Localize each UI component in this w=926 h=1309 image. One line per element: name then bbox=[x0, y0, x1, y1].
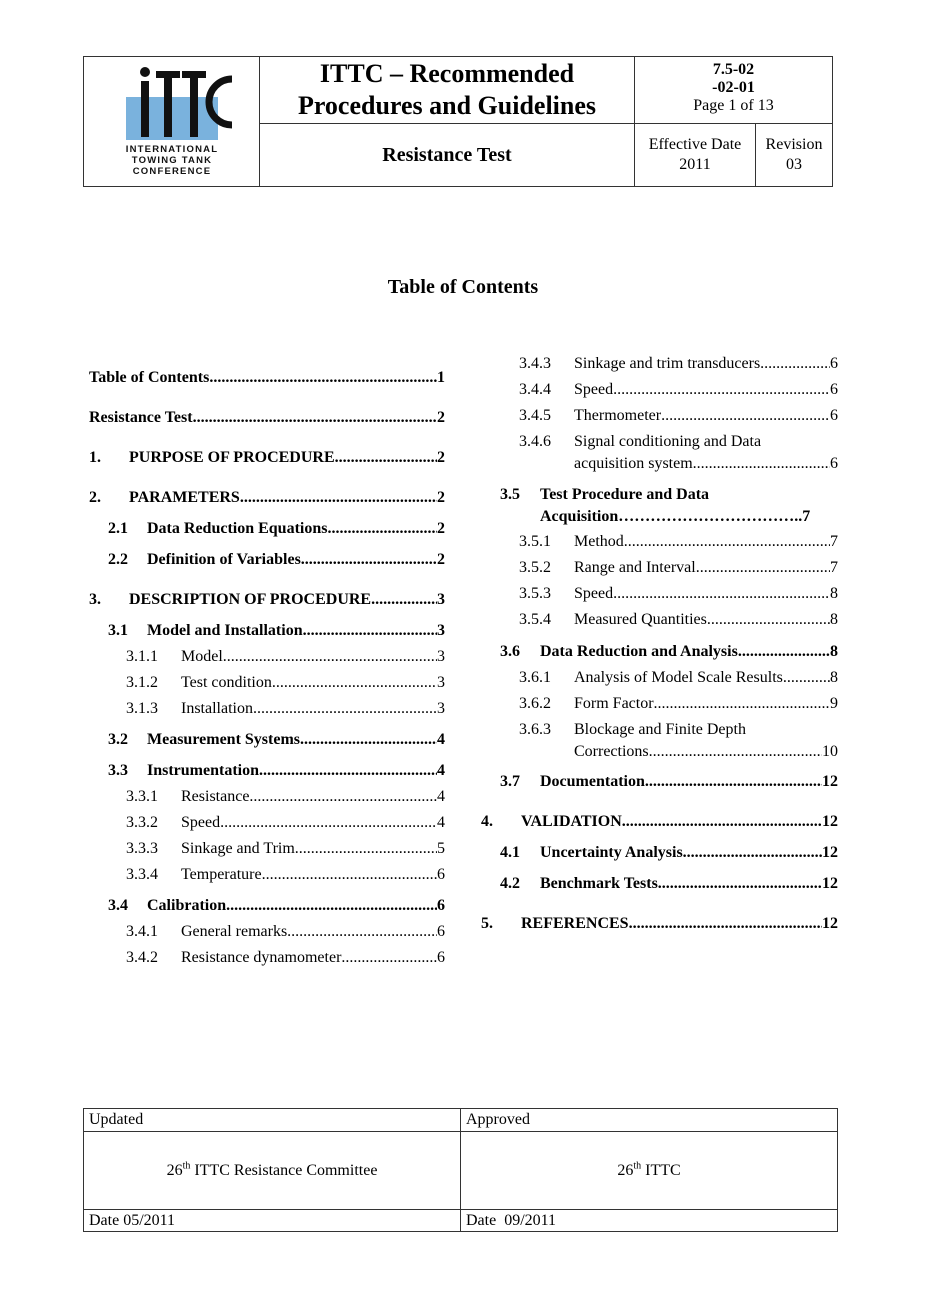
toc-entry[interactable] bbox=[519, 381, 838, 399]
approved-date: Date 09/2011 bbox=[466, 1212, 557, 1229]
toc-entry-num: 3.6 bbox=[500, 643, 520, 660]
toc-entry-text: Benchmark Tests bbox=[540, 875, 658, 892]
toc-entry-page: 9 bbox=[830, 695, 838, 712]
toc-entry-text: Definition of Variables bbox=[147, 551, 301, 568]
toc-entry[interactable] bbox=[519, 407, 838, 425]
toc-entry-text: Blockage and Finite Depth bbox=[574, 721, 746, 738]
toc-entry[interactable] bbox=[519, 559, 838, 577]
toc-entry-text: Data Reduction Equations bbox=[147, 520, 328, 537]
toc-entry-page: 3 bbox=[437, 700, 445, 717]
toc-entry-page: 12 bbox=[822, 915, 838, 932]
toc-entry-page: 4 bbox=[437, 814, 445, 831]
toc-entry-num: 3.3.4 bbox=[126, 866, 158, 883]
toc-entry[interactable] bbox=[574, 743, 838, 761]
toc-entry-page: 5 bbox=[437, 840, 445, 857]
toc-entry[interactable] bbox=[126, 949, 445, 967]
toc-entry-page: 4 bbox=[437, 731, 445, 748]
toc-entry-text: Test Procedure and Data bbox=[540, 486, 710, 503]
toc-entry-num: 3.4.5 bbox=[519, 407, 551, 424]
toc-entry-page: 3 bbox=[437, 674, 445, 691]
toc-entry-text-cont: acquisition system bbox=[574, 455, 693, 472]
toc-entry-page: 7 bbox=[802, 508, 811, 525]
toc-entry-page: 3 bbox=[437, 622, 445, 639]
toc-entry[interactable] bbox=[519, 533, 838, 551]
toc-entry[interactable] bbox=[540, 508, 810, 526]
toc-entry-text: Range and Interval bbox=[574, 559, 696, 576]
toc-entry-text: Temperature bbox=[181, 866, 262, 883]
toc-entry[interactable] bbox=[519, 355, 838, 373]
toc-entry-num: 3.1.2 bbox=[126, 674, 158, 691]
toc-entry-page: 2 bbox=[437, 449, 445, 466]
approved-label: Approved bbox=[461, 1109, 837, 1132]
toc-entry-text: Data Reduction and Analysis bbox=[540, 643, 738, 660]
toc-entry-page: 6 bbox=[830, 455, 838, 472]
toc-entry-page: 8 bbox=[830, 669, 838, 686]
toc-entry-page: 8 bbox=[830, 643, 838, 660]
toc-entry[interactable] bbox=[89, 369, 445, 387]
toc-entry-num: 3.4 bbox=[108, 897, 128, 914]
toc-entry[interactable] bbox=[574, 455, 838, 473]
toc-entry-text: PARAMETERS bbox=[129, 489, 240, 506]
toc-entry[interactable] bbox=[89, 591, 445, 609]
updated-date: Date 05/2011 bbox=[84, 1210, 461, 1231]
toc-entry-num: 3.5.1 bbox=[519, 533, 551, 550]
toc-entry-page: 6 bbox=[830, 407, 838, 424]
doc-code-line-1: 7.5-02 bbox=[712, 61, 755, 78]
toc-entry-num: 3.4.6 bbox=[519, 433, 551, 450]
toc-entry-text: DESCRIPTION OF PROCEDURE bbox=[129, 591, 372, 608]
toc-entry-text: General remarks bbox=[181, 923, 288, 940]
toc-entry-text: Method bbox=[574, 533, 624, 550]
toc-entry-page: 12 bbox=[822, 813, 838, 830]
toc-entry[interactable] bbox=[126, 814, 445, 832]
updated-label: Updated bbox=[84, 1109, 461, 1132]
effective-value: 2011 bbox=[679, 156, 711, 173]
toc-entry-num: 3.5.4 bbox=[519, 611, 551, 628]
revision-label: Revision bbox=[765, 136, 823, 153]
toc-entry[interactable] bbox=[126, 840, 445, 858]
toc-entry-first-line[interactable] bbox=[519, 433, 761, 451]
toc-entry-page: 3 bbox=[437, 648, 445, 665]
toc-entry[interactable] bbox=[519, 669, 838, 687]
toc-entry[interactable] bbox=[89, 449, 445, 467]
toc-entry-text: Thermometer bbox=[574, 407, 662, 424]
updated-by bbox=[84, 1132, 461, 1210]
toc-entry[interactable] bbox=[481, 915, 838, 933]
toc-entry[interactable] bbox=[108, 520, 445, 538]
toc-entry-page: 6 bbox=[830, 355, 838, 372]
toc-entry-text: PURPOSE OF PROCEDURE bbox=[129, 449, 335, 466]
toc-entry-page: 4 bbox=[437, 788, 445, 805]
logo-text-3: CONFERENCE bbox=[132, 166, 212, 177]
toc-entry-num: 3.4.2 bbox=[126, 949, 158, 966]
toc-entry-num: 4.1 bbox=[500, 844, 520, 861]
toc-entry-page: 10 bbox=[822, 743, 838, 760]
toc-entry[interactable] bbox=[126, 923, 445, 941]
toc-entry-page: 1 bbox=[437, 369, 445, 386]
toc-entry-num: 2.1 bbox=[108, 520, 128, 537]
toc-entry-page: 2 bbox=[437, 520, 445, 537]
toc-entry-text: Speed bbox=[574, 381, 614, 398]
toc-entry-text: Uncertainty Analysis bbox=[540, 844, 683, 861]
toc-entry[interactable] bbox=[89, 409, 445, 427]
toc-title: Table of Contents bbox=[387, 276, 539, 298]
toc-entry-text: Sinkage and trim transducers bbox=[574, 355, 761, 372]
toc-entry-page: 6 bbox=[437, 949, 445, 966]
toc-entry[interactable] bbox=[108, 762, 445, 780]
revision-value: 03 bbox=[786, 156, 802, 173]
effective-date bbox=[635, 124, 756, 186]
toc-entry[interactable] bbox=[89, 489, 445, 507]
toc-entry-num: 3.1.3 bbox=[126, 700, 158, 717]
toc-entry-text: Model and Installation bbox=[147, 622, 303, 639]
toc-entry-num: 3.3.2 bbox=[126, 814, 158, 831]
toc-entry-num: 3.3 bbox=[108, 762, 128, 779]
toc-entry-num: 1. bbox=[89, 449, 101, 466]
approved-rest: ITTC bbox=[641, 1162, 681, 1179]
toc-entry-page: 7 bbox=[830, 533, 838, 550]
toc-entry[interactable] bbox=[519, 611, 838, 629]
title-line-2: Procedures and Guidelines bbox=[297, 91, 597, 120]
approved-by bbox=[461, 1132, 837, 1210]
toc-entry-text: Measured Quantities bbox=[574, 611, 707, 628]
toc-entry-num: 2. bbox=[89, 489, 101, 506]
updated-rest: ITTC Resistance Committee bbox=[190, 1162, 378, 1179]
toc-entry-num: 2.2 bbox=[108, 551, 128, 568]
toc-entry[interactable] bbox=[500, 875, 838, 893]
toc-entry-text: Measurement Systems bbox=[147, 731, 301, 748]
toc-entry-page: 2 bbox=[437, 409, 445, 426]
toc-entry[interactable] bbox=[126, 648, 445, 666]
toc-entry-first-line[interactable] bbox=[500, 486, 709, 504]
toc-entry-num: 3.4.1 bbox=[126, 923, 158, 940]
updated-ordinal: 26 bbox=[166, 1162, 183, 1179]
document-title bbox=[260, 57, 635, 124]
toc-entry-page: 3 bbox=[437, 591, 445, 608]
toc-entry-num: 3.3.1 bbox=[126, 788, 158, 805]
toc-entry-text: Sinkage and Trim bbox=[181, 840, 295, 857]
toc-entry-num: 3.1 bbox=[108, 622, 128, 639]
toc-entry-num: 3.4.4 bbox=[519, 381, 551, 398]
toc-entry[interactable] bbox=[519, 695, 838, 713]
toc-entry-page: 4 bbox=[437, 762, 445, 779]
toc-entry-text: Speed bbox=[181, 814, 221, 831]
footer-table bbox=[83, 1108, 838, 1232]
toc-entry-text: Resistance Test bbox=[89, 409, 193, 426]
toc-entry-text: Installation bbox=[181, 700, 253, 717]
toc-entry-text: Speed bbox=[574, 585, 614, 602]
toc-entry-page: 2 bbox=[437, 489, 445, 506]
toc-entry-page: 6 bbox=[437, 866, 445, 883]
toc-entry[interactable] bbox=[519, 585, 838, 603]
toc-entry-text: Resistance dynamometer bbox=[181, 949, 342, 966]
revision bbox=[756, 124, 832, 186]
page-info: Page 1 of 13 bbox=[693, 97, 774, 114]
toc-entry-page: 6 bbox=[437, 897, 445, 914]
toc-entry[interactable] bbox=[500, 773, 838, 791]
toc-entry-text: Form Factor bbox=[574, 695, 654, 712]
toc-entry-num: 3.6.3 bbox=[519, 721, 551, 738]
document-subtitle: Resistance Test bbox=[260, 124, 635, 186]
toc-entry[interactable] bbox=[126, 866, 445, 884]
toc-entry-text: Model bbox=[181, 648, 223, 665]
toc-entry-text: REFERENCES bbox=[521, 915, 629, 932]
toc-entry-page: 8 bbox=[830, 585, 838, 602]
toc-entry-first-line[interactable] bbox=[519, 721, 746, 739]
effective-label: Effective Date bbox=[648, 136, 742, 153]
toc-entry[interactable] bbox=[481, 813, 838, 831]
toc-entry-num: 3.4.3 bbox=[519, 355, 551, 372]
toc-entry-page: 2 bbox=[437, 551, 445, 568]
toc-entry-num: 4. bbox=[481, 813, 493, 830]
toc-entry-num: 3.5 bbox=[500, 486, 520, 503]
toc-entry-page: 6 bbox=[830, 381, 838, 398]
toc-entry-text: Signal conditioning and Data bbox=[574, 433, 762, 450]
toc-entry-num: 5. bbox=[481, 915, 493, 932]
toc-entry-text: VALIDATION bbox=[521, 813, 622, 830]
toc-entry-num: 4.2 bbox=[500, 875, 520, 892]
document-code bbox=[635, 57, 832, 124]
toc-entry-text: Table of Contents bbox=[89, 369, 210, 386]
toc-entry-text-cont: Acquisition…………………………….. bbox=[540, 508, 803, 525]
logo-text-2: TOWING TANK bbox=[131, 155, 213, 166]
toc-entry-text: Documentation bbox=[540, 773, 645, 790]
toc-entry[interactable] bbox=[500, 643, 838, 661]
toc-entry-num: 3.5.2 bbox=[519, 559, 551, 576]
toc-entry-text-cont: Corrections bbox=[574, 743, 649, 760]
toc-entry-num: 3.7 bbox=[500, 773, 520, 790]
toc-entry-page: 12 bbox=[822, 875, 838, 892]
toc-entry-page: 6 bbox=[437, 923, 445, 940]
toc-entry[interactable] bbox=[108, 731, 445, 749]
toc-entry-text: Test condition bbox=[181, 674, 272, 691]
toc-entry-num: 3. bbox=[89, 591, 101, 608]
toc-entry-num: 3.1.1 bbox=[126, 648, 158, 665]
toc-entry-num: 3.6.1 bbox=[519, 669, 551, 686]
updated-sup: th bbox=[182, 1160, 191, 1172]
toc-entry-num: 3.2 bbox=[108, 731, 128, 748]
toc-entry-num: 3.5.3 bbox=[519, 585, 551, 602]
toc-entry-page: 7 bbox=[830, 559, 838, 576]
toc-entry[interactable] bbox=[126, 674, 445, 692]
toc-entry-text: Resistance bbox=[181, 788, 250, 805]
ittc-logo bbox=[84, 57, 260, 186]
toc-entry-page: 12 bbox=[822, 773, 838, 790]
header-table bbox=[83, 56, 833, 187]
toc-entry-text: Analysis of Model Scale Results bbox=[574, 669, 783, 686]
toc-entry-num: 3.3.3 bbox=[126, 840, 158, 857]
toc-entry[interactable] bbox=[126, 788, 445, 806]
toc-entry-text: Calibration bbox=[147, 897, 227, 914]
toc-entry[interactable] bbox=[108, 551, 445, 569]
toc-entry-page: 8 bbox=[830, 611, 838, 628]
toc-entry[interactable] bbox=[126, 700, 445, 718]
doc-code-line-2: -02-01 bbox=[712, 79, 755, 96]
logo-text-1: INTERNATIONAL bbox=[125, 144, 219, 155]
toc-entry[interactable] bbox=[108, 897, 445, 915]
toc-entry-text: Instrumentation bbox=[147, 762, 260, 779]
toc-entry-num: 3.6.2 bbox=[519, 695, 551, 712]
toc-entry[interactable] bbox=[108, 622, 445, 640]
approved-ordinal: 26 bbox=[617, 1162, 634, 1179]
logo-cell bbox=[84, 57, 260, 186]
toc-entry[interactable] bbox=[500, 844, 838, 862]
toc-entry-page: 12 bbox=[822, 844, 838, 861]
approved-sup: th bbox=[633, 1160, 642, 1172]
title-line-1: ITTC – Recommended bbox=[319, 59, 575, 88]
